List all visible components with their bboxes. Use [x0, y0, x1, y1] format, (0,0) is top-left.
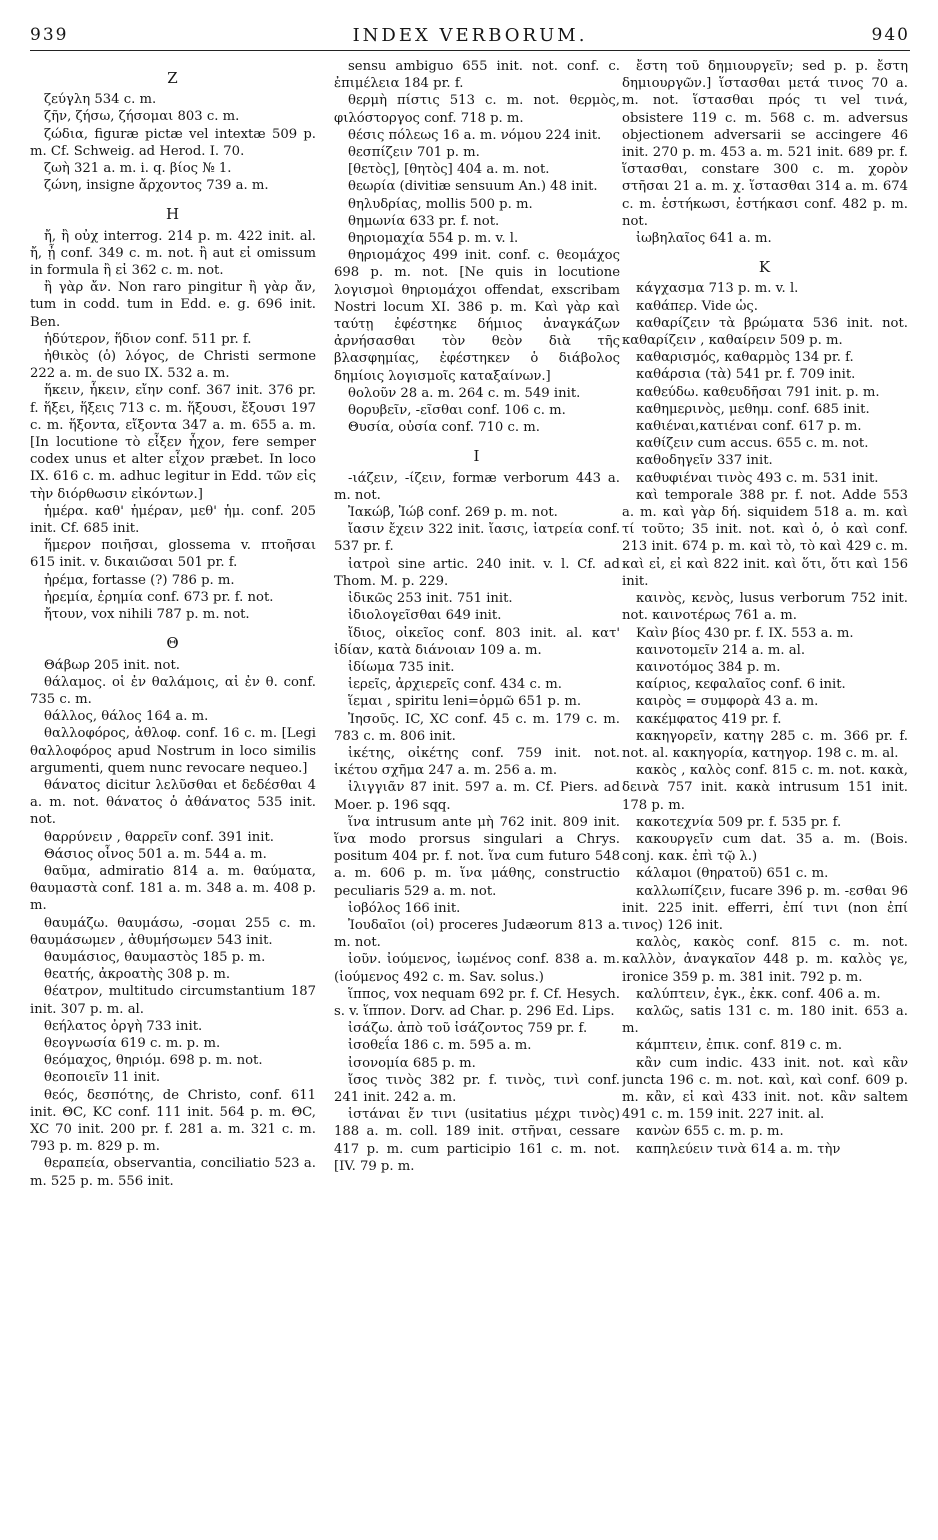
index-entry: Θυσία, οὐσία conf. 710 c. m.	[348, 420, 540, 436]
index-entry: θεσπίζειν 701 p. m.	[348, 145, 480, 161]
index-entry: Καὶν βίος 430 pr. f. IX. 553 a. m.	[636, 625, 854, 641]
index-entry: Ἰακώβ, Ἰώβ conf. 269 p. m. not.	[348, 505, 558, 521]
index-entry: θεατής, ἀκροατὴς 308 p. m.	[44, 967, 231, 983]
index-entry: καινὸς, κενὸς, lusus verborum 752 init. not. καινοτέρως 761 a. m.	[622, 591, 908, 624]
index-entry: -ιάζειν, -ίζειν, formæ verborum 443 a. m. not.	[334, 470, 620, 503]
index-entry: καθαρίζειν τὰ βρώματα 536 init. not. καθαρίζειν , καθαίρειν 509 p. m.	[622, 315, 908, 349]
index-entry: ἴασιν ἔχειν 322 init. ἴασις, ἰατρεία conf. 537 pr. f.	[334, 522, 620, 555]
column-middle	[334, 58, 620, 1528]
index-entry: θεογνωσία 619 c. m. p. m.	[44, 1035, 221, 1051]
index-entry: ἴδιος, οἰκεῖος conf. 803 init. al. κατ' ἰδίαν, κατὰ διάνοιαν 109 a. m.	[334, 625, 620, 658]
index-entry: θηλυδρίας, mollis 500 p. m.	[348, 196, 533, 212]
index-entry: καίριος, κεφαλαῖος conf. 6 init.	[636, 677, 846, 693]
index-entry: ἥμερον ποιῆσαι, glossema v. πτοῆσαι 615 init. v. δικαιῶσαι 501 pr. f.	[30, 538, 316, 571]
index-entry: ζωὴ 321 a. m. i. q. βίος № 1.	[44, 161, 232, 177]
index-entry: καθάρσια (τὰ) 541 pr. f. 709 init.	[636, 367, 856, 383]
section-letter: Ι	[473, 447, 481, 466]
index-entry: ἢ γὰρ ἄν. Non raro pingitur ἢ γὰρ ἄν, tum in codd. tum in Edd. e. g. 696 init. Ben.	[30, 280, 316, 330]
index-entry: ἰατροὶ sine artic. 240 init. v. l. Cf. ad Thom. M. p. 229.	[334, 556, 620, 589]
index-entry: θηριομάχος 499 init. conf. c. θεομάχος 698 p. m. not. [Ne quis in locutione λογισμοὶ θηριομάχοι offendat, exscribam Nostri locum XI. 386 p. m. Καὶ γὰρ καὶ ταύτῃ ἐφέστηκε δήμιος ἀναγκάζων ἀρνήσασθαι τὸν θεὸν διὰ τῆς βλασφημίας, ἐφέστηκεν ὁ διάβολος δημίοις λογισμοῖς καταξαίνων.]	[334, 248, 620, 384]
index-entry: ζεύγλη 534 c. m.	[44, 92, 157, 108]
index-entry: ἰλιγγιᾶν 87 init. 597 a. m. Cf. Piers. ad Moer. p. 196 sqq.	[334, 780, 620, 813]
page-number-left: 939	[30, 25, 69, 45]
index-entry: θαρρύνειν , θαρρεῖν conf. 391 init.	[44, 829, 274, 845]
index-entry: κανὼν 655 c. m. p. m.	[636, 1124, 784, 1140]
index-entry: καθίζειν cum accus. 655 c. m. not.	[636, 436, 869, 452]
index-entry: κἂν cum indic. 433 init. not. καὶ κἂν juncta 196 c. m. not. καὶ, καὶ conf. 609 p. m. κἂν, εἰ καὶ 433 init. not. κἂν saltem 491 c. m. 159 init. 227 init. al.	[622, 1055, 908, 1123]
index-entry: Θάβωρ 205 init. not.	[44, 657, 180, 673]
index-entry: θαυμάζω. θαυμάσω, -σομαι 255 c. m. θαυμάσωμεν , ἀθυμήσωμεν 543 init.	[30, 915, 316, 948]
index-entry: ἠθικὸς (ὁ) λόγος, de Christi sermone 222 a. m. de suo IX. 532 a. m.	[30, 349, 316, 382]
index-entry: κάγχασμα 713 p. m. v. l.	[636, 281, 799, 297]
index-entry: κακηγορεῖν, κατηγ 285 c. m. 366 pr. f. not. al. κακηγορία, κατηγορ. 198 c. m. al.	[622, 728, 908, 761]
index-entry: κακὸς , καλὸς conf. 815 c. m. not. κακὰ, δεινὰ 757 init. κακὰ intrusum 151 init. 178 p. m.	[622, 763, 908, 813]
running-title: INDEX VERBORUM.	[352, 24, 588, 46]
index-entry: ἡμέρα. καθ' ἡμέραν, μεθ' ἡμ. conf. 205 init. Cf. 685 init.	[30, 503, 316, 537]
index-entry: ἵππος, vox nequam 692 pr. f. Cf. Hesych. s. v. ἵππον. Dorv. ad Char. p. 296 Ed. Lips.	[334, 986, 620, 1019]
index-entry: ἠρεμία, ἐρημία conf. 673 pr. f. not.	[44, 589, 274, 605]
index-entry: θάλαμος. οἱ ἐν θαλάμοις, αἱ ἐν θ. conf. 735 c. m.	[30, 674, 316, 707]
index-entry: θηριομαχία 554 p. m. v. l.	[348, 231, 519, 247]
index-entry: ζώδια, figuræ pictæ vel intextæ 509 p. m. Cf. Schweig. ad Herod. I. 70.	[30, 126, 316, 159]
section-letter: Z	[167, 69, 179, 87]
index-entry: Θάσιος οἶνος 501 a. m. 544 a. m.	[44, 846, 267, 862]
page-header	[30, 20, 910, 50]
index-entry: καθοδηγεῖν 337 init.	[636, 453, 773, 469]
index-entry: καπηλεύειν τινὰ 614 a. m. τὴν	[636, 1141, 841, 1157]
index-entry: κάμπτειν, ἐπικ. conf. 819 c. m.	[636, 1038, 843, 1054]
index-entry: ἡδύτερον, ἥδιον conf. 511 pr. f.	[44, 331, 252, 347]
column-right	[622, 58, 908, 1528]
index-entry: καλὸς, κακὸς conf. 815 c. m. not. καλλὸν, ἀναγκαῖον 448 p. m. καλὸς γε, ironice 359 p. m. 381 init. 792 p. m.	[622, 935, 908, 985]
index-entry: θάνατος dicitur λελῦσθαι et δεδέσθαι 4 a. m. not. θάνατος ὁ ἀθάνατος 535 init. not.	[30, 777, 316, 828]
index-entry: θεραπεία, observantia, conciliatio 523 a. m. 525 p. m. 556 init.	[30, 1156, 316, 1189]
index-entry: [θετὸς], [θητὸς] 404 a. m. not.	[348, 162, 550, 178]
index-entry: ἵνα intrusum ante μὴ 762 init. 809 init. ἵνα modo prorsus singulari a Chrys. positum 404 pr. f. not. ἵνα cum futuro 548 a. m. 606 p. m. ἵνα μάθης, constructio peculiaris 529 a. m. not.	[334, 814, 620, 899]
index-entry: ἰδίωμα 735 init.	[348, 659, 455, 675]
index-entry: ἥκειν, ἧκειν, εἴην conf. 367 init. 376 pr. f. ἥξει, ἥξεις 713 c. m. ἥξουσι, ἔξουσι 197 c. m. ἥξοντα, εἴξοντα 347 a. m. 655 a. m. [In locutione τὸ εἶξεν ἦχον, fere semper codex unus et alter εἶχον præbet. In loco IX. 616 c. m. adhuc legitur in Edd. τῶν εἰς τὴν διόρθωσιν εἰκόντων.]	[30, 383, 316, 502]
index-entry: ἰοῦν. ἰούμενος, ἰωμένος conf. 838 a. m. (ἰούμενος 492 c. m. Sav. solus.)	[334, 952, 620, 985]
index-entry: ἠρέμα, fortasse (?) 786 p. m.	[44, 572, 235, 588]
section-letter: Θ	[166, 634, 180, 653]
index-entry: καλλωπίζειν, fucare 396 p. m. -εσθαι 96 init. 225 init. efferri, ἐπί τινι (non ἐπί τινος) 126 init.	[622, 883, 908, 933]
index-entry: καθυφιέναι τινὸς 493 c. m. 531 init.	[636, 470, 879, 486]
index-entry: καλύπτειν, ἐγκ., ἐκκ. conf. 406 a. m.	[636, 986, 881, 1002]
index-entry: θερμὴ πίστις 513 c. m. not. θερμὸς, φιλόστοργος conf. 718 p. m.	[334, 93, 620, 126]
index-entry: sensu ambiguo 655 init. not. conf. c. ἐπιμέλεια 184 pr. f.	[334, 59, 620, 92]
index-entry: θαυμάσιος, θαυμαστὸς 185 p. m.	[44, 949, 266, 965]
index-entry: καθάπερ. Vide ὡς.	[636, 298, 758, 314]
page-number-right: 940	[871, 25, 910, 45]
index-entry: κάλαμοι (θηρατοῦ) 651 c. m.	[636, 866, 829, 882]
index-entry: θορυβεῖν, -εῖσθαι conf. 106 c. m.	[348, 403, 566, 419]
index-entry: θεός, δεσπότης, de Christo, conf. 611 init. ΘC, KC conf. 111 init. 564 p. m. ΘC, XC 70 init. 200 pr. f. 281 a. m. 321 c. m. 793 p. m. 829 p. m.	[30, 1087, 316, 1155]
column-left	[30, 58, 316, 1528]
index-entry: ἔστη τοῦ δημιουργεῖν; sed p. p. ἔστη δημιουργῶν.] ἵστασθαι μετά τινος 70 a. m. not. ἵστασθαι πρός τι vel τινά, obsistere 119 c. m. 568 c. m. adversus objectionem adversarii se accingere 46 init. 270 p. m. 453 a. m. 521 init. 689 pr. f. ἵστασθαι, constare 300 c. m. χορὸν στῆσαι 21 a. m. χ. ἵστασθαι 314 a. m. 674 c. m. ἑστήκωσι, ἑστήκασι conf. 482 p. m. not.	[622, 59, 908, 229]
index-entry: θολοῦν 28 a. m. 264 c. m. 549 init.	[348, 385, 581, 401]
index-entry: θαῦμα, admiratio 814 a. m. θαύματα, θαυμαστὰ conf. 181 a. m. 348 a. m. 408 p. m.	[30, 863, 316, 914]
index-entry: ἰσάζω. ἀπὸ τοῦ ἰσάζοντος 759 pr. f.	[348, 1021, 588, 1037]
header-rule	[30, 50, 910, 51]
index-entry: θεωρία (divitiæ sensuum An.) 48 init.	[348, 179, 598, 195]
index-entry: καθαρισμός, καθαρμὸς 134 pr. f.	[636, 350, 854, 366]
index-entry: ἱκέτης, οἰκέτης conf. 759 init. not. ἱκέτου σχῆμα 247 a. m. 256 a. m.	[334, 745, 620, 779]
index-entry: καιρὸς = συμφορὰ 43 a. m.	[636, 694, 819, 710]
index-entry: θέατρον, multitudo circumstantium 187 init. 307 p. m. al.	[30, 984, 316, 1017]
index-entry: κακουργεῖν cum dat. 35 a. m. (Bois. conj. κακ. ἐπὶ τῷ λ.)	[622, 831, 908, 865]
section-letter: Η	[165, 205, 181, 224]
index-entry: καθημερινὸς, μεθημ. conf. 685 init.	[636, 401, 870, 417]
index-entry: θεήλατος ὀργὴ 733 init.	[44, 1018, 203, 1034]
index-entry: θεοποιεῖν 11 init.	[44, 1070, 161, 1086]
index-entry: καθιέναι,κατιέναι conf. 617 p. m.	[636, 419, 862, 435]
index-entry: ἵεμαι , spiritu leni=ὁρμῶ 651 p. m.	[348, 694, 582, 710]
index-entry: ἰδιολογεῖσθαι 649 init.	[348, 608, 502, 624]
index-entry: ἰσονομία 685 p. m.	[348, 1055, 476, 1071]
index-entry: ἴσος τινὸς 382 pr. f. τινὸς, τινὶ conf. 241 init. 242 a. m.	[334, 1072, 620, 1105]
index-entry: κακοτεχνία 509 pr. f. 535 pr. f.	[636, 814, 842, 830]
index-entry: θέσις πόλεως 16 a. m. νόμου 224 init.	[348, 127, 602, 143]
index-entry: Ἰουδαῖοι (οἱ) proceres Judæorum 813 a. m. not.	[334, 917, 620, 951]
index-entry: κακέμφατος 419 pr. f.	[636, 711, 782, 727]
section-letter: Κ	[758, 258, 772, 277]
index-entry: καλῶς, satis 131 c. m. 180 init. 653 a. m.	[622, 1003, 908, 1037]
index-entry: θημωνία 633 pr. f. not.	[348, 213, 500, 229]
index-entry: θαλλοφόρος, ἀθλοφ. conf. 16 c. m. [Legi θαλλοφόρος apud Nostrum in loco similis argumenti, quem nunc revocare nequeo.]	[30, 726, 316, 776]
index-entry: ἰσοθεΐα 186 c. m. 595 a. m.	[348, 1038, 532, 1054]
index-entry: θάλλος, θάλος 164 a. m.	[44, 709, 209, 725]
index-entry: ζῆν, ζήσω, ζήσομαι 803 c. m.	[44, 109, 240, 125]
index-entry: ἤτουν, vox nihili 787 p. m. not.	[44, 607, 250, 623]
index-entry: καινοτόμος 384 p. m.	[636, 659, 781, 675]
index-entry: καὶ temporale 388 pr. f. not. Adde 553 a. m. καὶ γὰρ δή. siquidem 518 a. m. καὶ τί τοῦτο; 35 init. not. καὶ ὁ, ὁ καὶ conf. 213 init. 674 p. m. καὶ τὸ, τὸ καὶ 429 c. m. καὶ εἰ, εἰ καὶ 822 init. καὶ ὅτι, ὅτι καὶ 156 init.	[622, 487, 908, 589]
index-entry: Ἰησοῦς. IC, XC conf. 45 c. m. 179 c. m. 783 c. m. 806 init.	[334, 711, 620, 744]
index-entry: καινοτομεῖν 214 a. m. al.	[636, 642, 806, 658]
index-entry: ἱστάναι ἔν τινι (usitatius μέχρι τινὸς) 188 a. m. coll. 189 init. στῆναι, cessare 417 p. m. cum participio 161 c. m. not. [IV. 79 p. m.	[334, 1107, 620, 1174]
index-entry: ἰοβόλος 166 init.	[348, 900, 461, 916]
index-entry: ἰδικῶς 253 init. 751 init.	[348, 591, 513, 607]
index-entry: ἰωβηλαῖος 641 a. m.	[636, 231, 772, 247]
index-entry: ζώνη, insigne ἄρχοντος 739 a. m.	[44, 178, 269, 194]
index-entry: καθεύδω. καθευδῆσαι 791 init. p. m.	[636, 384, 880, 400]
index-entry: ἤ, ἢ οὐχ interrog. 214 p. m. 422 init. al. ἤ, ᾖ conf. 349 c. m. not. ἢ aut εἰ omissum in formula ἢ εἰ 362 c. m. not.	[30, 228, 316, 279]
index-entry: θεόμαχος, θηριόμ. 698 p. m. not.	[44, 1053, 263, 1069]
index-entry: ἱερεῖς, ἀρχιερεῖς conf. 434 c. m.	[348, 677, 562, 693]
